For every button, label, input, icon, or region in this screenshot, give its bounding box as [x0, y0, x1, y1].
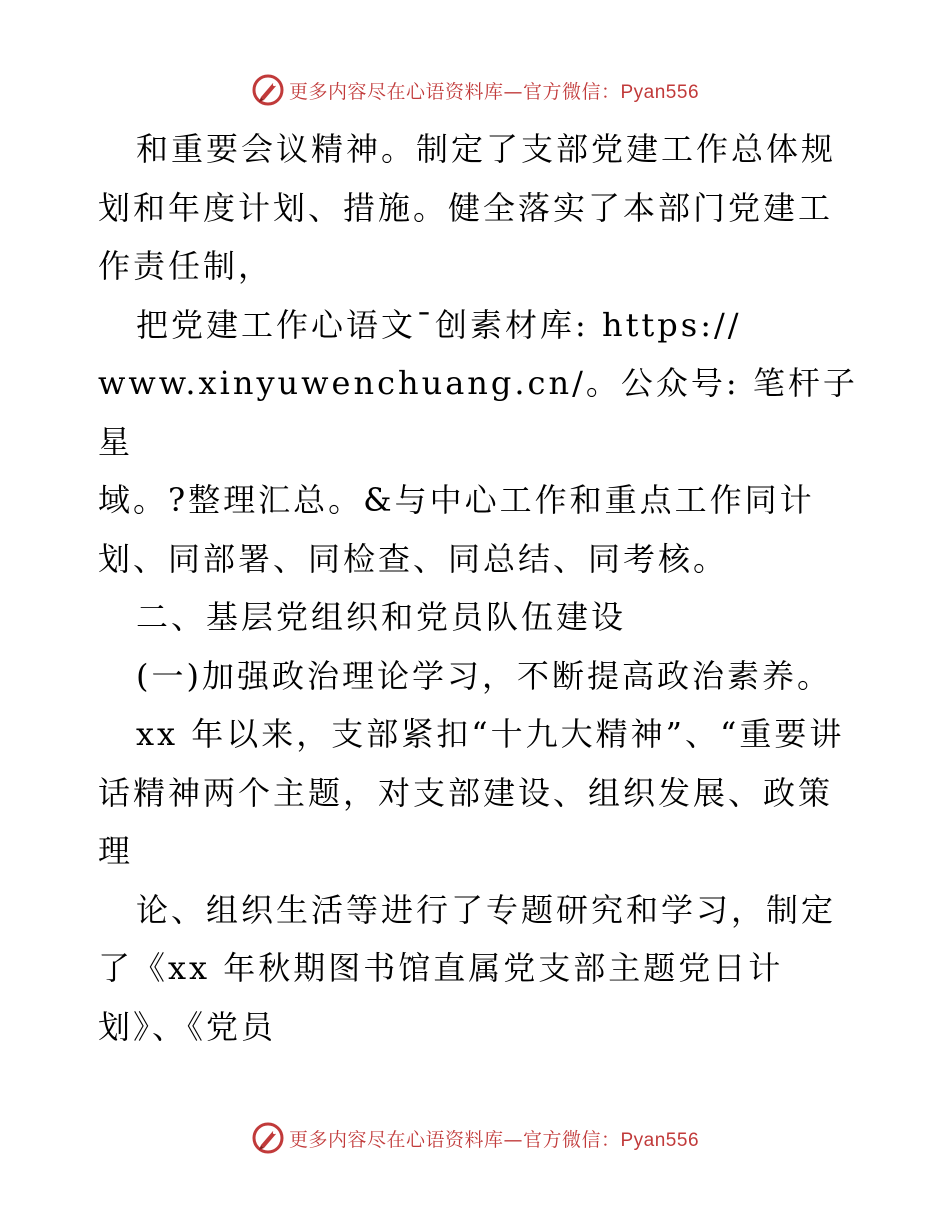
header-watermark-banner: [0, 70, 950, 110]
footer-watermark-banner: [0, 1118, 950, 1158]
paragraph-6: 论、组织生活等进行了专题研究和学习，制定了《xx 年秋期图书馆直属党支部主题党日计划》、《党员: [98, 890, 837, 1046]
pen-logo-icon: [251, 1121, 285, 1155]
subsection-heading-1: (一)加强政治理论学习，不断提高政治素养。: [136, 656, 832, 695]
pen-logo-icon: [251, 73, 285, 107]
watermark-wechat-label: 官方微信：: [522, 1128, 621, 1151]
watermark-dash: —: [503, 1128, 523, 1151]
watermark-account: Pyan556: [620, 1129, 700, 1151]
watermark-wechat-label: 官方微信：: [522, 80, 621, 103]
watermark-text: [289, 77, 699, 104]
paragraph-5: xx 年以来，支部紧扣“十九大精神”、“重要讲话精神两个主题，对支部建设、组织发展、政策理: [98, 715, 845, 870]
paragraph-2: 把党建工作心语文¯创素材库: https:// www.xinyuwenchuang.cn/。公众号: 笔杆子星 域。?整理汇总。&与中心工作和重点工作同计划、同部署、同检查、同总结、同考核。: [98, 305, 858, 578]
section-heading-2: 二、基层党组织和党员队伍建设: [136, 598, 627, 636]
watermark-account: Pyan556: [620, 81, 700, 103]
watermark-main-text: 更多内容尽在心语资料库: [288, 1128, 504, 1151]
watermark-main-text: 更多内容尽在心语资料库: [288, 80, 504, 103]
watermark-dash: —: [503, 80, 523, 103]
paragraph-1: 和重要会议精神。制定了支部党建工作总体规划和年度计划、措施。健全落实了本部门党建工作责任制，: [98, 130, 837, 285]
watermark-text: [289, 1125, 699, 1152]
document-body: [98, 120, 858, 1056]
